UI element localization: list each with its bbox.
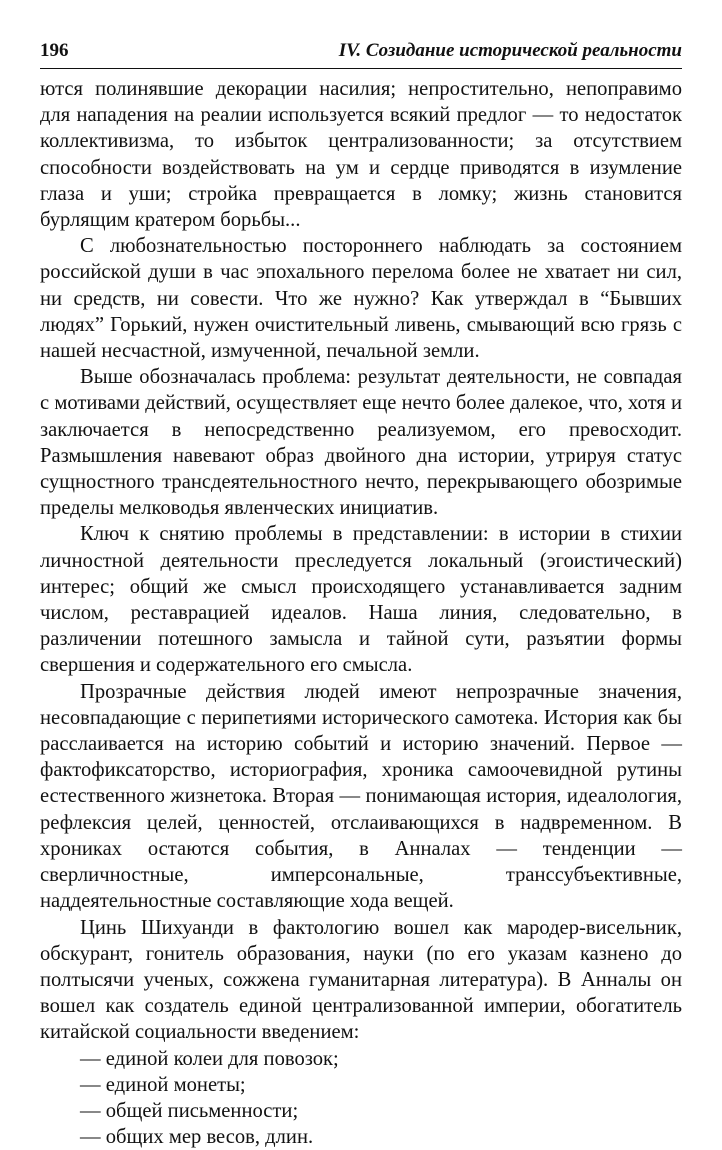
page-number: 196 — [40, 40, 69, 61]
paragraph: Выше обозначалась проблема: результат деятельности, не совпадая с мотивами действий, осуществляет еще нечто более далекое, что, хотя и заключается в непосредственно реализуемом, его превосходит. Размышления навевают образ двойного дна истории, утрируя статус сущностного трансдеятельностного нечто, перекрывающего обозримые пределы мелководья явленческих инициатив. — [40, 366, 682, 520]
running-title: IV. Созидание исторической реальности — [338, 40, 682, 61]
innovations-list — [40, 1046, 682, 1150]
list-item: — единой монеты; — [80, 1073, 246, 1096]
paragraph: С любознательностью постороннего наблюдать за состоянием российской души в час эпохального перелома более не хватает ни сил, ни средств, ни совести. Что же нужно? Как утверждал в “Бывших людях” Горький, нужен очистительный ливень, смывающий всю грязь с нашей несчастной, измученной, печальной земли. — [40, 235, 682, 363]
paragraph: Прозрачные действия людей имеют непрозрачные значения, несовпадающие с перипетиями исторического самотека. История как бы расслаивается на историю событий и историю значений. Первое — фактофиксаторство, историография, хроника самоочевидной рутины естественного жизнетока. Вторая — понимающая история, идеалология, рефлексия целей, ценностей, отслаивающихся в надвременном. В хрониках остаются события, в Анналах — тенденции — сверличностные, имперсональные, транссубъективные, наддеятельностные составляющие хода вещей. — [40, 680, 682, 913]
list-item: — единой колеи для повозок; — [80, 1047, 339, 1070]
page-header — [40, 32, 682, 62]
page-body — [40, 76, 682, 1150]
list-item: — общей письменности; — [80, 1099, 299, 1122]
paragraph: Цинь Шихуанди в фактологию вошел как мародер-висельник, обскурант, гонитель образования, науки (по его указам казнено до полтысячи ученых, сожжена гуманитарная литература). В Анналы он вошел как создатель единой централизованной империи, обогатитель китайской социальности введением: — [40, 916, 682, 1044]
list-item: — общих мер весов, длин. — [80, 1126, 314, 1149]
header-rule — [40, 68, 682, 69]
paragraph: Ключ к снятию проблемы в представлении: в истории в стихии личностной деятельности преследуется локальный (эгоистический) интерес; общий же смысл происходящего устанавливается задним числом, реставрацией идеалов. Наша линия, следовательно, в различении потешного замысла и тайной сути, разъятии формы свершения и содержательного его смысла. — [40, 523, 682, 677]
paragraph-continuation: ются полинявшие декорации насилия; непростительно, непоправимо для нападения на реалии используется всякий предлог — то недостаток коллективизма, то избыток централизованности; за отсутствием способности воздействовать на ум и сердце приводятся в изумление глаза и уши; стройка превращается в ломку; жизнь становится бурлящим кратером борьбы... — [40, 78, 682, 232]
